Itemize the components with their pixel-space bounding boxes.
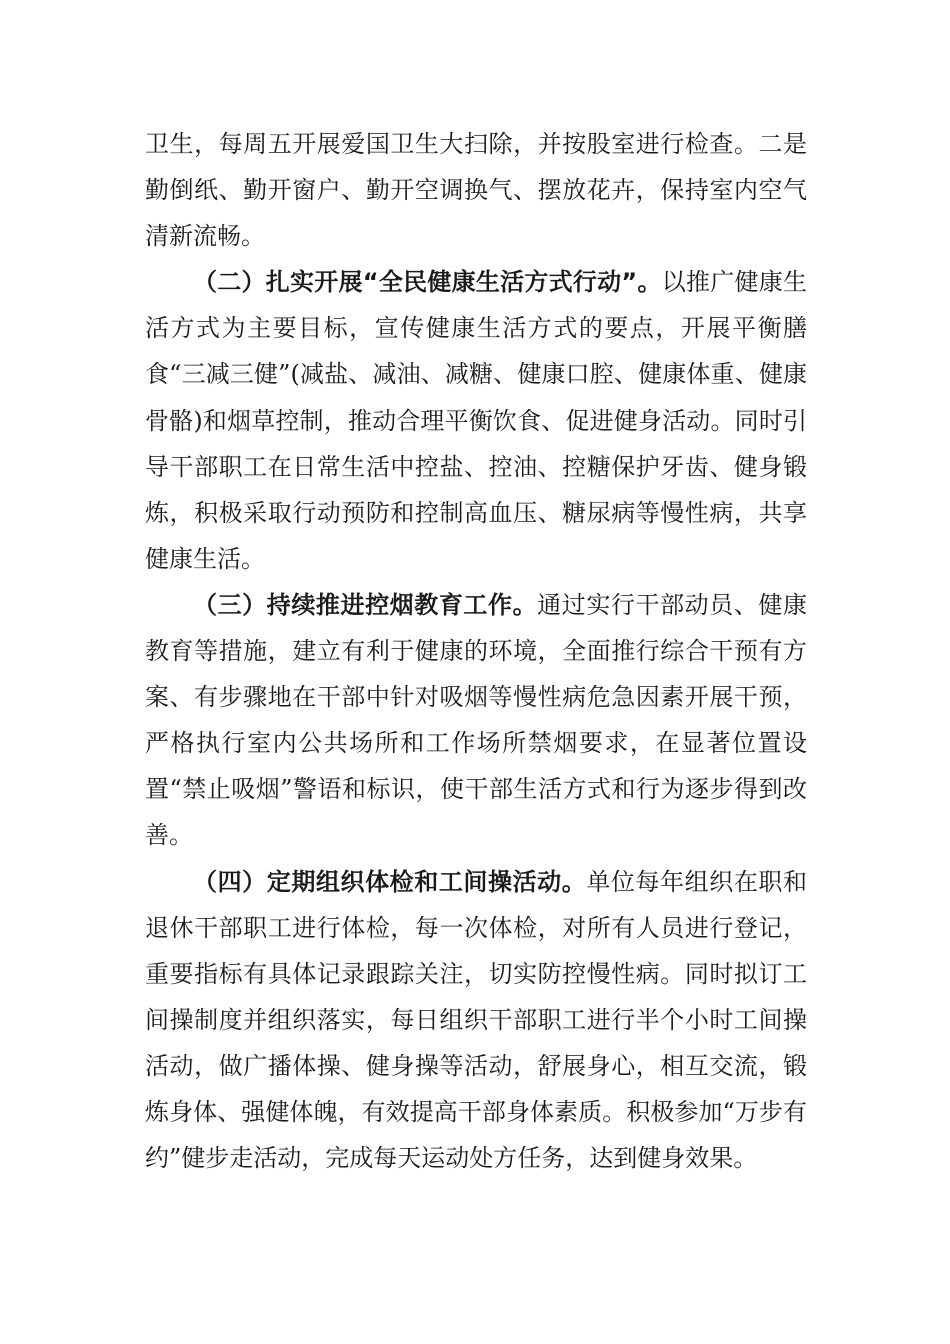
document-body bbox=[145, 121, 807, 1181]
section-heading-2: （二）扎实开展“全民健康生活方式行动”。 bbox=[193, 268, 662, 297]
paragraph-text: 卫生，每周五开展爱国卫生大扫除，并按股室进行检查。二是勤倒纸、勤开窗户、勤开空调换气、摆放花卉，保持室内空气清新流畅。 bbox=[145, 130, 807, 251]
paragraph-text: 单位每年组织在职和退休干部职工进行体检，每一次体检，对所有人员进行登记，重要指标有具体记录跟踪关注，切实防控慢性病。同时拟订工间操制度并组织落实，每日组织干部职工进行半个小时工间操活动，做广播体操、健身操等活动，舒展身心，相互交流，锻炼身体、强健体魄，有效提高干部身体素质。积极参加“万步有约”健步走活动，完成每天运动处方任务，达到健身效果。 bbox=[145, 867, 808, 1173]
paragraph-continued bbox=[145, 121, 807, 259]
paragraph-section-4 bbox=[145, 859, 807, 1182]
paragraph-section-2 bbox=[145, 259, 807, 582]
paragraph-text: 以推广健康生活方式为主要目标，宣传健康生活方式的要点，开展平衡膳食“三减三健”(减盐、减油、减糖、健康口腔、健康体重、健康骨骼)和烟草控制，推动合理平衡饮食、促进健身活动。同时引导干部职工在日常生活中控盐、控油、控糖保护牙齿、健身锻炼，积极采取行动预防和控制高血压、糖尿病等慢性病，共享健康生活。 bbox=[145, 268, 808, 573]
paragraph-text: 通过实行干部动员、健康教育等措施，建立有利于健康的环境，全面推行综合干预有方案、有步骤地在干部中针对吸烟等慢性病危急因素开展干预，严格执行室内公共场所和工作场所禁烟要求，在显著位置设置“禁止吸烟”警语和标识，使干部生活方式和行为逐步得到改善。 bbox=[145, 590, 808, 850]
section-heading-3: （三）持续推进控烟教育工作。 bbox=[193, 590, 538, 619]
paragraph-section-3 bbox=[145, 582, 807, 859]
section-heading-4: （四）定期组织体检和工间操活动。 bbox=[193, 867, 587, 896]
